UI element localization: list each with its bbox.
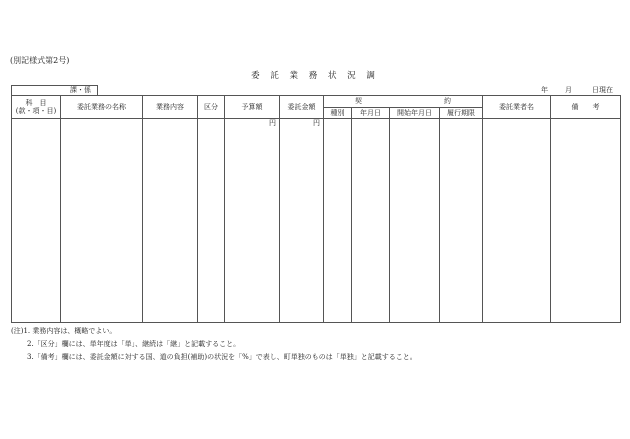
dept-label: 課・係 <box>70 86 91 94</box>
cell-remarks[interactable] <box>551 119 621 323</box>
page-title: 委 託 業 務 状 況 調 <box>251 71 379 81</box>
budget-unit: 円 <box>269 119 276 127</box>
form-number: (別記様式第2号) <box>10 56 70 65</box>
col-task-name: 委託業務の名称 <box>61 96 143 119</box>
col-contract-type: 種別 <box>324 108 352 119</box>
cell-task-name[interactable] <box>61 119 143 323</box>
date-year-label: 年 <box>541 86 548 94</box>
cell-deadline[interactable] <box>440 119 483 323</box>
cell-contract-amount[interactable] <box>280 119 324 323</box>
status-table <box>11 95 621 323</box>
date-day-label: 日現在 <box>592 86 613 94</box>
date-month-label: 月 <box>565 86 572 94</box>
header-row-1 <box>12 96 621 108</box>
contract-group-left: 契 <box>355 97 362 106</box>
col-task-content: 業務内容 <box>143 96 198 119</box>
col-division: 区分 <box>198 96 225 119</box>
col-contractor: 委託業者名 <box>483 96 551 119</box>
note-1: (注)1. 業務内容は、概略でよい。 <box>11 327 117 335</box>
cell-task-content[interactable] <box>143 119 198 323</box>
contract-group-right: 約 <box>444 97 451 106</box>
table-body-row <box>12 119 621 323</box>
note-2: 2.「区分」欄には、単年度は「単」、継続は「継」と記載すること。 <box>27 340 241 348</box>
col-item <box>12 96 61 119</box>
cell-start-date[interactable] <box>390 119 440 323</box>
cell-contract-date[interactable] <box>352 119 390 323</box>
col-deadline: 履行期限 <box>440 108 483 119</box>
col-contract-date: 年月日 <box>352 108 390 119</box>
cell-contract-type[interactable] <box>324 119 352 323</box>
col-remarks: 備 考 <box>551 96 621 119</box>
cell-item[interactable] <box>12 119 61 323</box>
cell-contractor[interactable] <box>483 119 551 323</box>
col-start-date: 開始年月日 <box>390 108 440 119</box>
col-contract-amount: 委託金額 <box>280 96 324 119</box>
contract-amount-unit: 円 <box>313 119 320 127</box>
col-item-line1: 科 目 <box>25 98 47 107</box>
col-budget: 予算額 <box>225 96 280 119</box>
cell-division[interactable] <box>198 119 225 323</box>
cell-budget[interactable] <box>225 119 280 323</box>
col-item-line2: (款・項・目) <box>15 107 57 115</box>
note-3: 3.「備考」欄には、委託金額に対する国、道の負担(補助)の状況を「%」で表し、町単独のものは「単独」と記載すること。 <box>27 353 417 361</box>
col-contract-group <box>324 96 483 108</box>
